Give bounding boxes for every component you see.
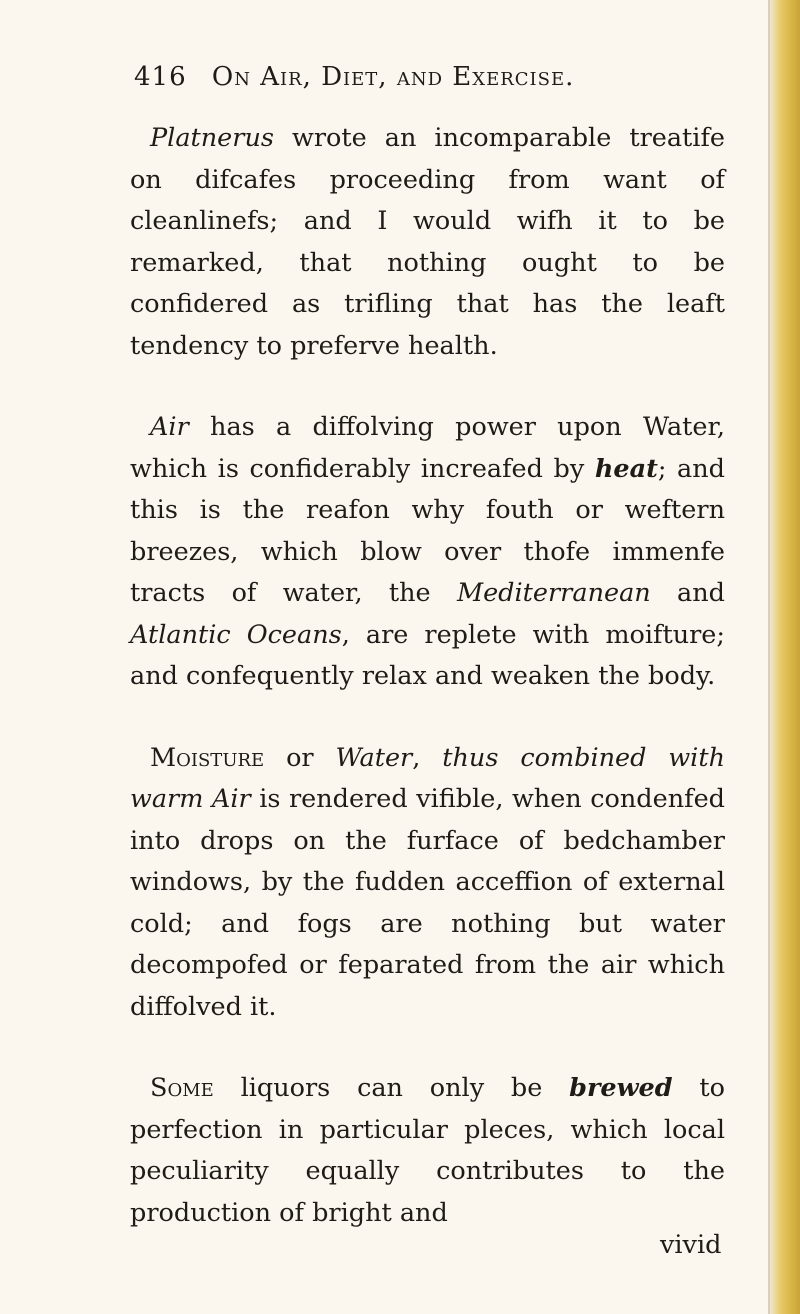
moisture-paragraph bbox=[130, 738, 725, 1029]
body-text bbox=[130, 118, 725, 1234]
text-run: Some bbox=[150, 1073, 214, 1103]
page-number: 416 bbox=[134, 62, 187, 92]
text-run: brewed bbox=[569, 1073, 673, 1103]
text-run: Water bbox=[335, 742, 413, 773]
text-run: wrote an incomparable treatife on difcafes proceeding from want of cleanlinefs; and I would wifh it to be remarked, that nothing ought to be confidered as trifling that has the leaft tendency to preferve health. bbox=[130, 123, 725, 361]
text-run: is rendered vifible, when condenfed into drops on the furface of bedchamber windows, by the fudden acceffion of external cold; and fogs are nothing but water decompofed or feparated from the air which diffolved it. bbox=[130, 784, 725, 1022]
text-run: , bbox=[412, 742, 443, 773]
text-run: thus combined with warm Air bbox=[130, 742, 725, 814]
running-title: On Air, Diet, and Exercise. bbox=[211, 62, 575, 92]
text-run: Air bbox=[150, 412, 189, 442]
text-run: ; and this is the reafon why fouth or weftern breezes, which blow over thofe immenfe tracts of water, the bbox=[130, 453, 725, 608]
text-run: Platnerus bbox=[150, 123, 274, 153]
text-run: heat bbox=[594, 453, 658, 484]
text-run: liquors can only be bbox=[213, 1073, 570, 1103]
air-paragraph bbox=[130, 407, 725, 698]
paragraph-gap bbox=[130, 698, 725, 738]
text-run: Mediterranean bbox=[456, 578, 651, 608]
text-run: , are replete with moifture; and confequently relax and weaken the body. bbox=[130, 619, 725, 691]
text-run: to perfection in particular pleces, which local peculiarity equally contributes to the production of bright and bbox=[130, 1073, 725, 1228]
text-run: and bbox=[650, 578, 725, 608]
liquors-paragraph bbox=[130, 1068, 725, 1234]
platnerus-paragraph bbox=[130, 118, 725, 367]
page-header bbox=[134, 62, 654, 92]
text-run: has a diffolving power upon Water, which is confiderably increafed by bbox=[130, 412, 725, 484]
book-binding-edge bbox=[770, 0, 800, 1314]
text-run: Moisture bbox=[150, 742, 265, 773]
catchword: vivid bbox=[660, 1230, 722, 1260]
text-run: or bbox=[264, 742, 336, 773]
text-run: Atlantic Oceans bbox=[130, 619, 342, 650]
paragraph-gap bbox=[130, 1028, 725, 1068]
paragraph-gap bbox=[130, 367, 725, 407]
